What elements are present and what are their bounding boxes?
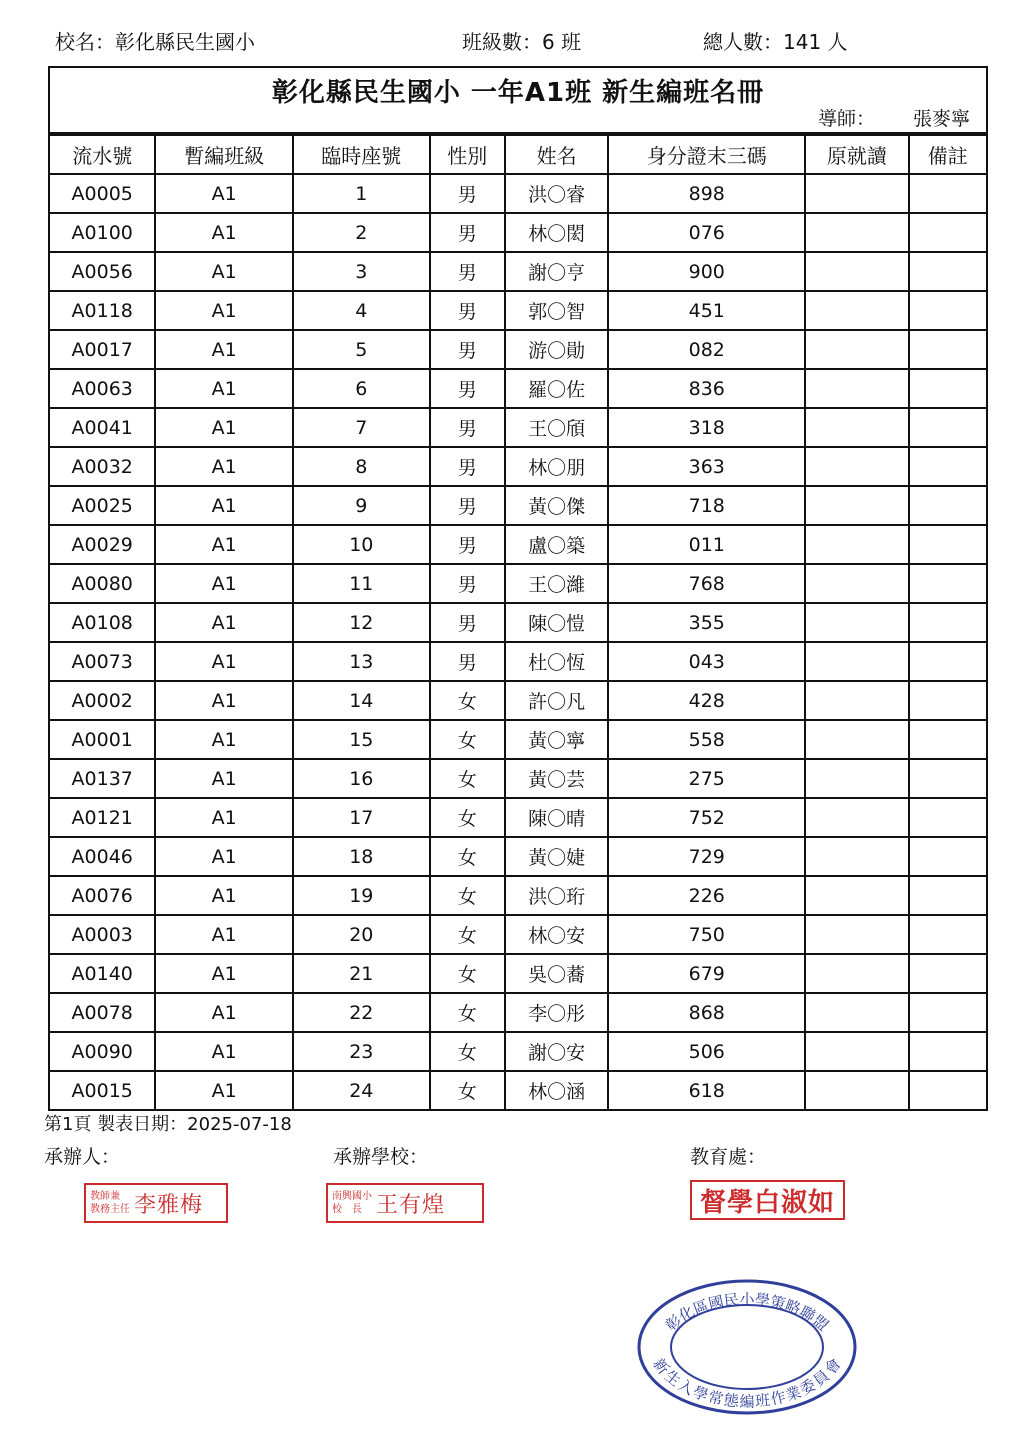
page-and-date: 第1頁 製表日期：2025-07-18 <box>44 1114 292 1135</box>
col-prev-school-cell <box>805 525 908 564</box>
roster-sheet <box>48 66 988 1111</box>
col-id-last3-cell: 428 <box>608 681 805 720</box>
table-row <box>50 759 986 798</box>
col-serial-cell: A0137 <box>50 759 155 798</box>
table-row <box>50 837 986 876</box>
table-row <box>50 1071 986 1110</box>
col-remarks-cell <box>909 213 986 252</box>
col-serial-cell: A0108 <box>50 603 155 642</box>
col-name-cell: 林〇涵 <box>505 1071 608 1110</box>
col-gender-cell: 女 <box>430 798 505 837</box>
col-name-cell: 謝〇亨 <box>505 252 608 291</box>
col-id-last3-cell: 750 <box>608 915 805 954</box>
col-serial-cell: A0017 <box>50 330 155 369</box>
col-temp-class-cell: A1 <box>155 408 293 447</box>
col-gender-cell: 男 <box>430 330 505 369</box>
col-gender-cell: 男 <box>430 603 505 642</box>
col-remarks-cell <box>909 174 986 213</box>
col-remarks-cell <box>909 564 986 603</box>
col-prev-school-cell <box>805 720 908 759</box>
col-seat-cell: 8 <box>293 447 430 486</box>
col-prev-school-cell <box>805 915 908 954</box>
col-seat-cell: 9 <box>293 486 430 525</box>
seal-bottom-text: 新生入學常態編班作業委員會 <box>649 1354 845 1411</box>
col-temp-class-cell: A1 <box>155 525 293 564</box>
col-remarks-cell <box>909 759 986 798</box>
col-remarks-cell <box>909 720 986 759</box>
col-id-last3-cell: 729 <box>608 837 805 876</box>
col-id-last3-cell: 011 <box>608 525 805 564</box>
col-name-cell: 王〇頎 <box>505 408 608 447</box>
col-serial-cell: A0032 <box>50 447 155 486</box>
col-gender-header: 性別 <box>430 135 505 174</box>
col-serial-cell: A0041 <box>50 408 155 447</box>
col-remarks-cell <box>909 915 986 954</box>
col-name-cell: 洪〇睿 <box>505 174 608 213</box>
teacher-label: 導師： <box>817 108 875 130</box>
col-seat-cell: 22 <box>293 993 430 1032</box>
col-prev-school-cell <box>805 447 908 486</box>
col-prev-school-cell <box>805 642 908 681</box>
col-prev-school-cell <box>805 993 908 1032</box>
col-seat-cell: 18 <box>293 837 430 876</box>
col-gender-cell: 男 <box>430 174 505 213</box>
col-temp-class-cell: A1 <box>155 1032 293 1071</box>
table-row <box>50 876 986 915</box>
col-seat-header: 臨時座號 <box>293 135 430 174</box>
col-remarks-cell <box>909 798 986 837</box>
table-row <box>50 447 986 486</box>
col-seat-cell: 12 <box>293 603 430 642</box>
col-temp-class-cell: A1 <box>155 603 293 642</box>
col-name-cell: 黃〇婕 <box>505 837 608 876</box>
col-temp-class-cell: A1 <box>155 291 293 330</box>
col-temp-class-cell: A1 <box>155 798 293 837</box>
col-gender-cell: 女 <box>430 837 505 876</box>
table-row <box>50 915 986 954</box>
col-serial-cell: A0073 <box>50 642 155 681</box>
col-prev-school-cell <box>805 369 908 408</box>
col-gender-cell: 女 <box>430 876 505 915</box>
col-prev-school-cell <box>805 681 908 720</box>
col-id-last3-cell: 076 <box>608 213 805 252</box>
col-seat-cell: 10 <box>293 525 430 564</box>
col-temp-class-cell: A1 <box>155 993 293 1032</box>
col-temp-class-cell: A1 <box>155 876 293 915</box>
col-gender-cell: 女 <box>430 954 505 993</box>
col-gender-cell: 男 <box>430 447 505 486</box>
col-prev-school-cell <box>805 564 908 603</box>
total-students: 總人數：141 人 <box>703 30 848 54</box>
col-prev-school-header: 原就讀 <box>805 135 908 174</box>
col-prev-school-cell <box>805 954 908 993</box>
col-id-last3-cell: 900 <box>608 252 805 291</box>
col-remarks-cell <box>909 291 986 330</box>
col-seat-cell: 2 <box>293 213 430 252</box>
table-row <box>50 213 986 252</box>
col-seat-cell: 4 <box>293 291 430 330</box>
col-name-cell: 郭〇智 <box>505 291 608 330</box>
col-seat-cell: 6 <box>293 369 430 408</box>
roster-body <box>50 174 986 1110</box>
col-temp-class-cell: A1 <box>155 252 293 291</box>
table-row <box>50 486 986 525</box>
col-serial-cell: A0100 <box>50 213 155 252</box>
col-serial-cell: A0056 <box>50 252 155 291</box>
col-seat-cell: 15 <box>293 720 430 759</box>
col-gender-cell: 男 <box>430 408 505 447</box>
col-temp-class-header: 暫編班級 <box>155 135 293 174</box>
col-prev-school-cell <box>805 252 908 291</box>
col-gender-cell: 女 <box>430 1071 505 1110</box>
col-seat-cell: 1 <box>293 174 430 213</box>
col-serial-cell: A0078 <box>50 993 155 1032</box>
col-serial-cell: A0118 <box>50 291 155 330</box>
col-prev-school-cell <box>805 798 908 837</box>
table-row <box>50 525 986 564</box>
table-row <box>50 993 986 1032</box>
col-name-cell: 李〇彤 <box>505 993 608 1032</box>
col-gender-cell: 女 <box>430 759 505 798</box>
col-serial-header: 流水號 <box>50 135 155 174</box>
col-temp-class-cell: A1 <box>155 369 293 408</box>
col-id-last3-cell: 451 <box>608 291 805 330</box>
handler-name: 李雅梅 <box>134 1192 204 1218</box>
col-name-cell: 許〇凡 <box>505 681 608 720</box>
col-seat-cell: 19 <box>293 876 430 915</box>
col-temp-class-cell: A1 <box>155 915 293 954</box>
col-gender-cell: 男 <box>430 564 505 603</box>
col-remarks-cell <box>909 330 986 369</box>
roster-table <box>50 134 986 1111</box>
col-remarks-cell <box>909 525 986 564</box>
col-name-cell: 游〇勛 <box>505 330 608 369</box>
col-gender-cell: 男 <box>430 525 505 564</box>
col-remarks-header: 備註 <box>909 135 986 174</box>
col-seat-cell: 5 <box>293 330 430 369</box>
col-temp-class-cell: A1 <box>155 330 293 369</box>
col-id-last3-cell: 506 <box>608 1032 805 1071</box>
col-serial-cell: A0140 <box>50 954 155 993</box>
col-gender-cell: 男 <box>430 642 505 681</box>
table-row <box>50 603 986 642</box>
principal-title-1: 南興國小 <box>332 1191 372 1202</box>
teacher-name: 張麥寧 <box>889 104 978 134</box>
education-office-label: 教育處： <box>690 1146 767 1168</box>
col-serial-cell: A0005 <box>50 174 155 213</box>
col-id-last3-cell: 752 <box>608 798 805 837</box>
handler-title-2: 教務主任 <box>90 1204 130 1215</box>
table-row <box>50 564 986 603</box>
col-serial-cell: A0080 <box>50 564 155 603</box>
col-id-last3-cell: 275 <box>608 759 805 798</box>
col-prev-school-cell <box>805 759 908 798</box>
col-serial-cell: A0003 <box>50 915 155 954</box>
col-serial-cell: A0046 <box>50 837 155 876</box>
col-name-cell: 黃〇傑 <box>505 486 608 525</box>
col-prev-school-cell <box>805 837 908 876</box>
col-remarks-cell <box>909 876 986 915</box>
col-prev-school-cell <box>805 1032 908 1071</box>
col-prev-school-cell <box>805 213 908 252</box>
col-id-last3-cell: 768 <box>608 564 805 603</box>
col-prev-school-cell <box>805 603 908 642</box>
col-id-last3-cell: 318 <box>608 408 805 447</box>
col-serial-cell: A0015 <box>50 1071 155 1110</box>
col-name-cell: 黃〇寧 <box>505 720 608 759</box>
col-serial-cell: A0029 <box>50 525 155 564</box>
col-gender-cell: 男 <box>430 213 505 252</box>
col-seat-cell: 24 <box>293 1071 430 1110</box>
roster-title-box <box>50 68 986 134</box>
col-temp-class-cell: A1 <box>155 642 293 681</box>
col-seat-cell: 23 <box>293 1032 430 1071</box>
principal-title-2: 校 長 <box>332 1204 362 1215</box>
col-id-last3-cell: 618 <box>608 1071 805 1110</box>
school-label: 承辦學校： <box>333 1146 429 1168</box>
table-row <box>50 291 986 330</box>
col-name-cell: 杜〇恆 <box>505 642 608 681</box>
col-serial-cell: A0121 <box>50 798 155 837</box>
col-prev-school-cell <box>805 408 908 447</box>
director-stamp: 督學白淑如 <box>690 1180 845 1220</box>
col-name-cell: 洪〇珩 <box>505 876 608 915</box>
school-name: 校名：彰化縣民生國小 <box>55 30 255 54</box>
col-seat-cell: 11 <box>293 564 430 603</box>
table-row <box>50 954 986 993</box>
col-gender-cell: 男 <box>430 291 505 330</box>
table-row <box>50 720 986 759</box>
col-gender-cell: 女 <box>430 1032 505 1071</box>
col-gender-cell: 女 <box>430 993 505 1032</box>
col-seat-cell: 17 <box>293 798 430 837</box>
col-name-cell: 林〇安 <box>505 915 608 954</box>
col-id-last3-cell: 226 <box>608 876 805 915</box>
seal-top-text: 彰化區國民小學策略聯盟 <box>661 1290 833 1335</box>
col-temp-class-cell: A1 <box>155 447 293 486</box>
col-name-cell: 盧〇築 <box>505 525 608 564</box>
col-serial-cell: A0001 <box>50 720 155 759</box>
col-remarks-cell <box>909 837 986 876</box>
col-name-cell: 林〇閎 <box>505 213 608 252</box>
col-gender-cell: 女 <box>430 915 505 954</box>
col-serial-cell: A0090 <box>50 1032 155 1071</box>
col-prev-school-cell <box>805 174 908 213</box>
col-remarks-cell <box>909 447 986 486</box>
principal-stamp <box>326 1183 484 1223</box>
col-remarks-cell <box>909 993 986 1032</box>
col-remarks-cell <box>909 603 986 642</box>
col-remarks-cell <box>909 681 986 720</box>
col-prev-school-cell <box>805 486 908 525</box>
col-seat-cell: 14 <box>293 681 430 720</box>
col-seat-cell: 16 <box>293 759 430 798</box>
handler-title-1: 教師兼 <box>90 1191 120 1202</box>
principal-name: 王有煌 <box>376 1192 446 1218</box>
col-name-cell: 陳〇愷 <box>505 603 608 642</box>
col-temp-class-cell: A1 <box>155 1071 293 1110</box>
col-seat-cell: 13 <box>293 642 430 681</box>
col-seat-cell: 7 <box>293 408 430 447</box>
col-id-last3-cell: 043 <box>608 642 805 681</box>
roster-title: 彰化縣民生國小 一年A1班 新生編班名冊 <box>271 78 765 108</box>
col-id-last3-cell: 679 <box>608 954 805 993</box>
col-name-cell: 吳〇蕎 <box>505 954 608 993</box>
col-serial-cell: A0076 <box>50 876 155 915</box>
col-temp-class-cell: A1 <box>155 213 293 252</box>
table-row <box>50 369 986 408</box>
col-prev-school-cell <box>805 876 908 915</box>
col-temp-class-cell: A1 <box>155 720 293 759</box>
handler-label: 承辦人： <box>44 1146 121 1168</box>
col-gender-cell: 男 <box>430 369 505 408</box>
col-temp-class-cell: A1 <box>155 759 293 798</box>
table-row <box>50 798 986 837</box>
committee-seal-icon <box>636 1278 858 1416</box>
col-remarks-cell <box>909 1071 986 1110</box>
col-prev-school-cell <box>805 291 908 330</box>
col-remarks-cell <box>909 408 986 447</box>
table-row <box>50 174 986 213</box>
col-remarks-cell <box>909 252 986 291</box>
table-row <box>50 642 986 681</box>
teacher-line <box>818 104 978 134</box>
col-remarks-cell <box>909 642 986 681</box>
col-id-last3-cell: 868 <box>608 993 805 1032</box>
col-serial-cell: A0063 <box>50 369 155 408</box>
col-name-cell: 陳〇晴 <box>505 798 608 837</box>
col-id-last3-cell: 082 <box>608 330 805 369</box>
col-id-last3-cell: 718 <box>608 486 805 525</box>
col-name-cell: 林〇朋 <box>505 447 608 486</box>
col-prev-school-cell <box>805 1071 908 1110</box>
col-gender-cell: 男 <box>430 252 505 291</box>
col-temp-class-cell: A1 <box>155 174 293 213</box>
col-id-last3-header: 身分證末三碼 <box>608 135 805 174</box>
col-serial-cell: A0025 <box>50 486 155 525</box>
col-id-last3-cell: 558 <box>608 720 805 759</box>
col-seat-cell: 3 <box>293 252 430 291</box>
col-gender-cell: 女 <box>430 681 505 720</box>
col-temp-class-cell: A1 <box>155 486 293 525</box>
col-id-last3-cell: 363 <box>608 447 805 486</box>
col-seat-cell: 21 <box>293 954 430 993</box>
col-id-last3-cell: 836 <box>608 369 805 408</box>
col-temp-class-cell: A1 <box>155 954 293 993</box>
col-id-last3-cell: 355 <box>608 603 805 642</box>
col-name-header: 姓名 <box>505 135 608 174</box>
col-remarks-cell <box>909 486 986 525</box>
table-row <box>50 1032 986 1071</box>
col-remarks-cell <box>909 369 986 408</box>
table-row <box>50 408 986 447</box>
col-gender-cell: 男 <box>430 486 505 525</box>
col-temp-class-cell: A1 <box>155 837 293 876</box>
handler-stamp <box>84 1183 228 1223</box>
col-name-cell: 黃〇芸 <box>505 759 608 798</box>
col-seat-cell: 20 <box>293 915 430 954</box>
col-temp-class-cell: A1 <box>155 564 293 603</box>
table-row <box>50 330 986 369</box>
class-count: 班級數：6 班 <box>462 30 582 54</box>
col-serial-cell: A0002 <box>50 681 155 720</box>
col-prev-school-cell <box>805 330 908 369</box>
col-gender-cell: 女 <box>430 720 505 759</box>
col-name-cell: 謝〇安 <box>505 1032 608 1071</box>
table-row <box>50 681 986 720</box>
col-name-cell: 王〇濰 <box>505 564 608 603</box>
col-id-last3-cell: 898 <box>608 174 805 213</box>
col-temp-class-cell: A1 <box>155 681 293 720</box>
col-remarks-cell <box>909 1032 986 1071</box>
col-name-cell: 羅〇佐 <box>505 369 608 408</box>
col-remarks-cell <box>909 954 986 993</box>
header-row <box>50 135 986 174</box>
table-row <box>50 252 986 291</box>
